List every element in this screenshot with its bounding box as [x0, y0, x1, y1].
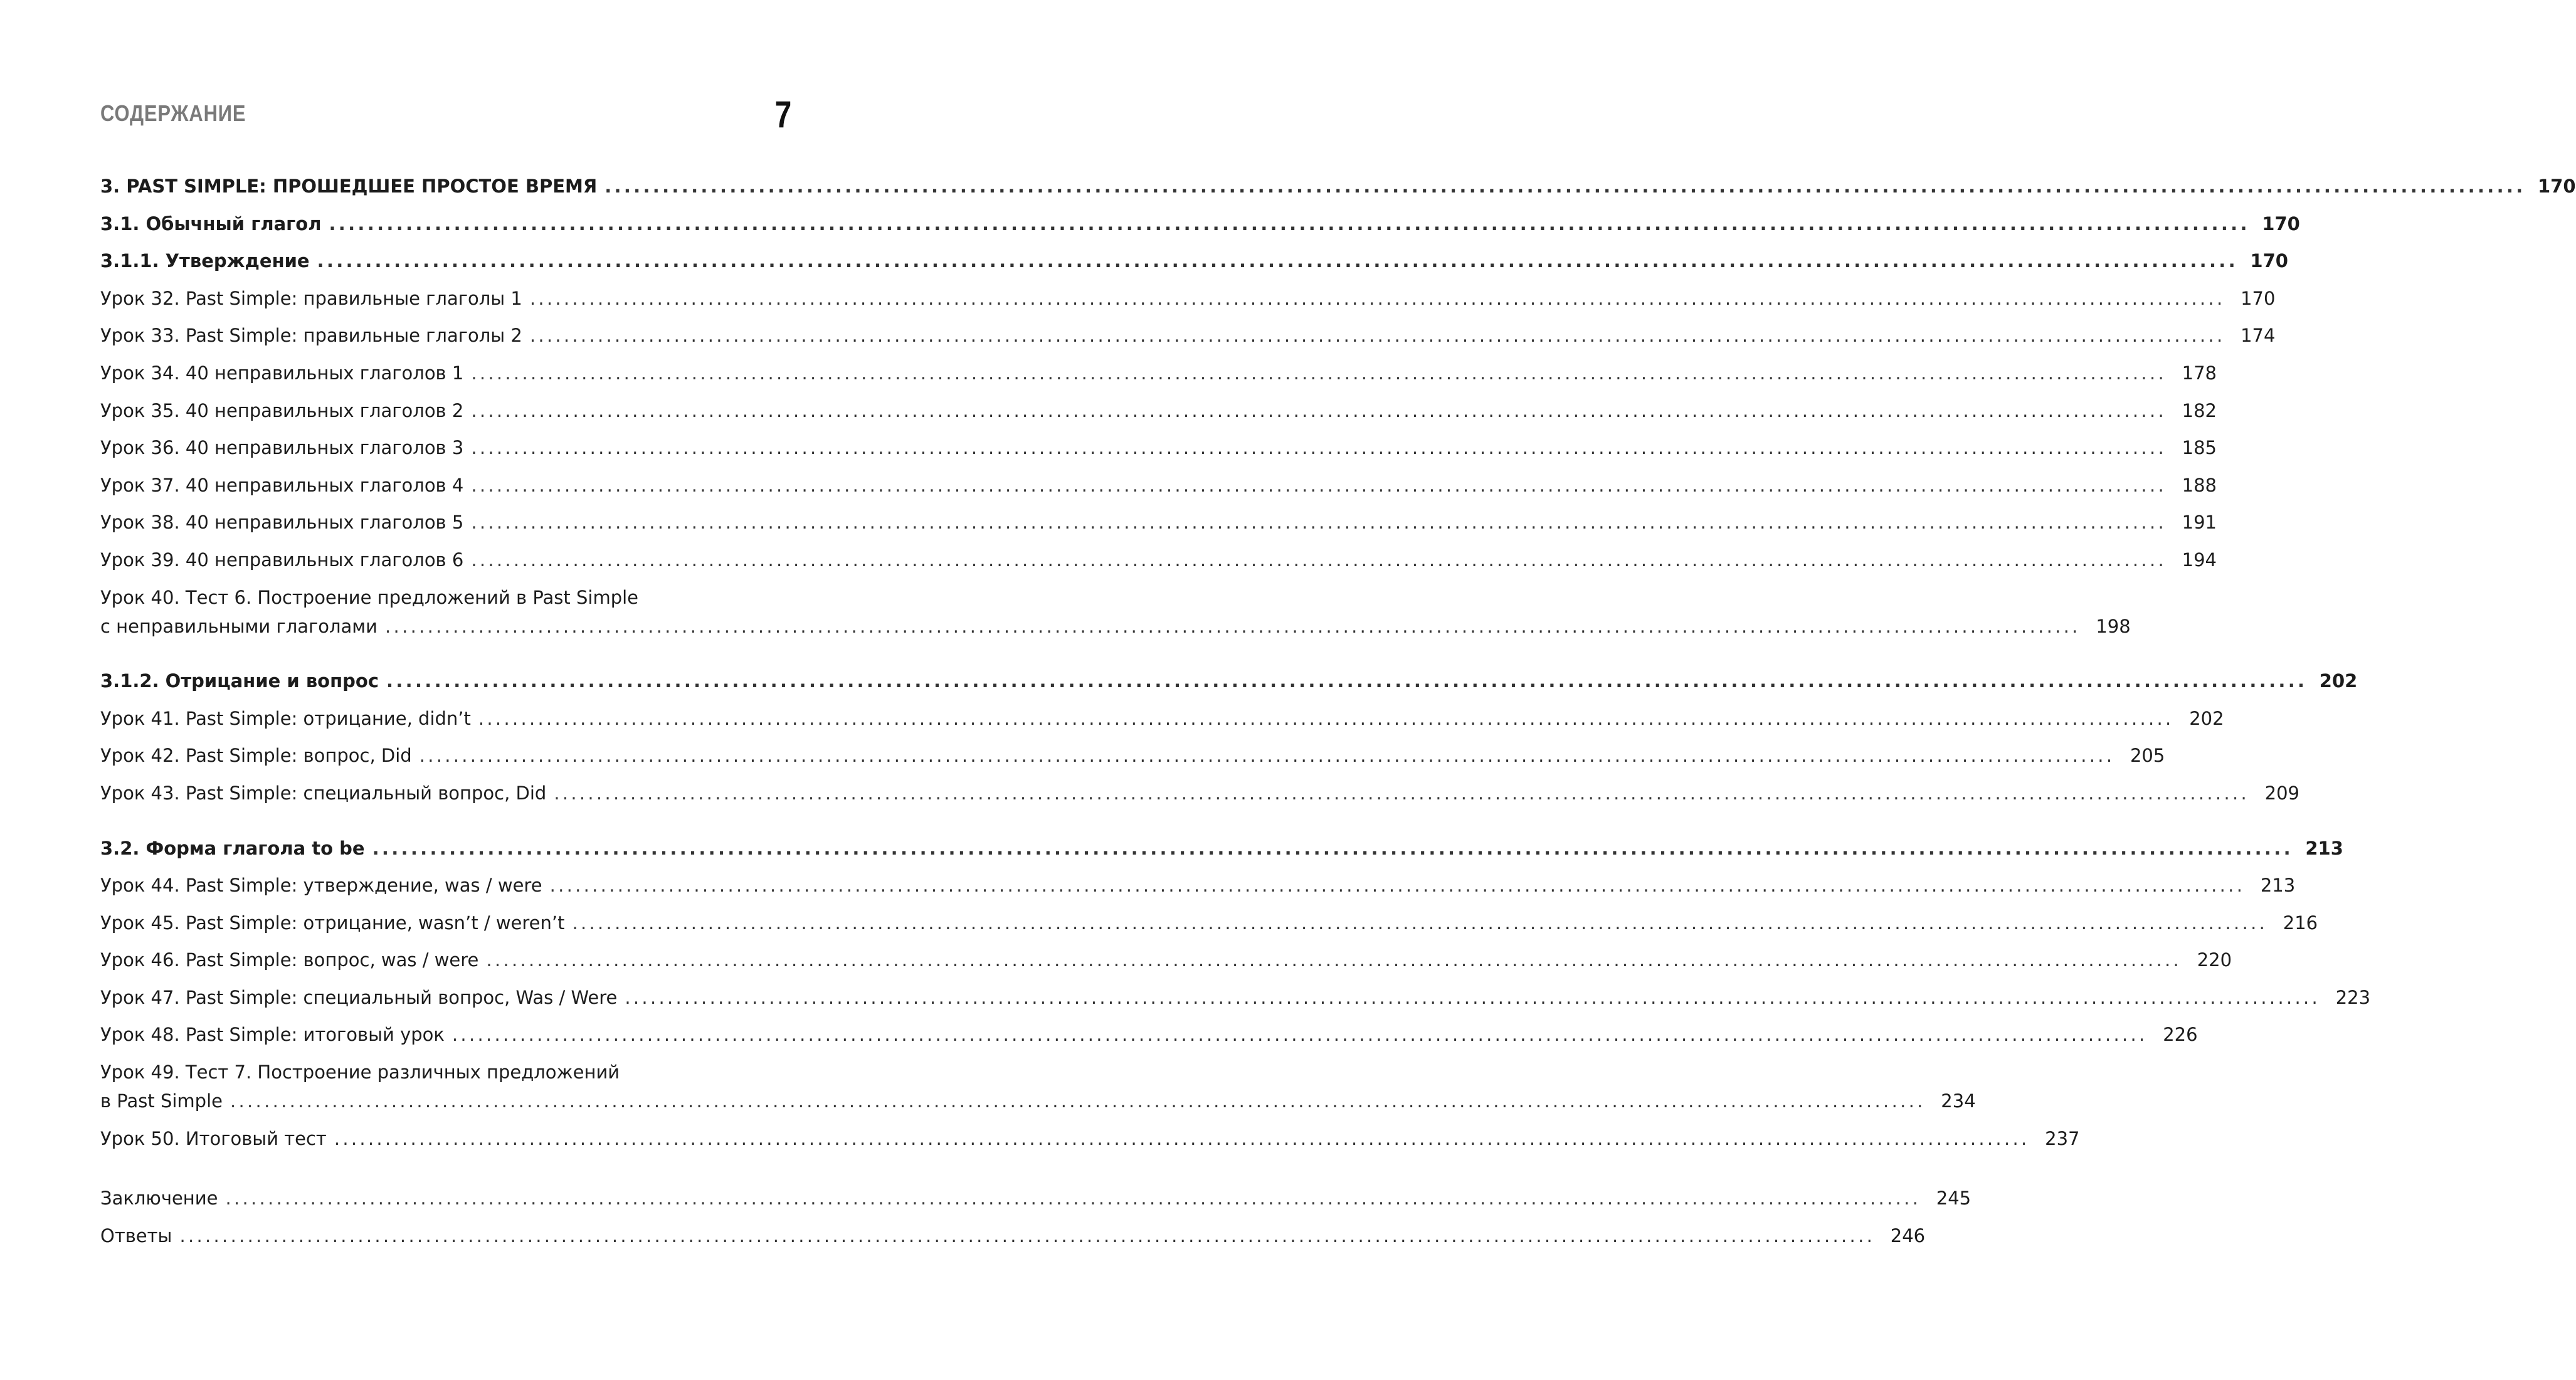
section-gap: [100, 817, 791, 835]
toc-lesson-37[interactable]: [100, 471, 2217, 509]
toc-page-number: 185: [2182, 437, 2217, 459]
toc-page-number: 170: [2241, 287, 2276, 309]
toc-lesson-35[interactable]: [100, 397, 2217, 435]
toc-entry-label: в Past Simple: [100, 1090, 223, 1112]
toc-page-number: 226: [2163, 1024, 2198, 1046]
toc-page-number: 213: [2260, 875, 2296, 897]
dot-leader: ........................................................................................................................................................................................................: [549, 875, 2246, 897]
dot-leader: ........................................................................................................................................................................................................: [554, 782, 2249, 804]
toc-entry-label: Урок 44. Past Simple: утверждение, was / were: [100, 875, 542, 897]
dot-leader: ........................................................................................................................................................................................................: [225, 1188, 1921, 1209]
toc-section-3-1-2[interactable]: [100, 667, 2358, 705]
toc-entry-label: Урок 39. 40 неправильных глаголов 6: [100, 549, 464, 571]
toc-entry-label: Урок 35. 40 неправильных глаголов 2: [100, 399, 464, 421]
toc-entry-label: Ответы: [100, 1225, 172, 1246]
dot-leader: ........................................................................................................................................................................................................: [329, 213, 2250, 234]
toc-page-number: 188: [2182, 474, 2217, 496]
toc-entry-label: 3. PAST SIMPLE: ПРОШЕДШЕЕ ПРОСТОЕ ВРЕМЯ: [100, 176, 598, 197]
page-number: 7: [774, 93, 791, 135]
toc-page-number: 202: [2189, 707, 2224, 729]
toc-lesson-49[interactable]: [100, 1058, 1976, 1125]
toc-lesson-38[interactable]: [100, 508, 2217, 546]
toc-page-number: 220: [2197, 949, 2232, 971]
toc-page-number: 245: [1936, 1188, 1972, 1209]
dot-leader: ........................................................................................................................................................................................................: [471, 437, 2167, 459]
toc-entry-label: Заключение: [100, 1188, 218, 1209]
running-header-title: СОДЕРЖАНИЕ: [100, 100, 246, 126]
toc-lesson-39[interactable]: [100, 546, 2217, 584]
toc-lesson-33[interactable]: [100, 322, 2276, 359]
toc-entry-label: 3.1. Обычный глагол: [100, 213, 322, 234]
toc-lesson-50[interactable]: [100, 1125, 2080, 1162]
dot-leader: ........................................................................................................................................................................................................: [625, 986, 2321, 1008]
dot-leader: ........................................................................................................................................................................................................: [419, 745, 2115, 767]
toc-page-number: 202: [2319, 670, 2358, 692]
toc-page-number: 234: [1941, 1090, 1976, 1112]
toc-entry-label: Урок 32. Past Simple: правильные глаголы 1: [100, 287, 522, 309]
toc-conclusion[interactable]: [100, 1184, 1972, 1222]
dot-leader: ........................................................................................................................................................................................................: [386, 670, 2308, 692]
toc-entry-label: Урок 36. 40 неправильных глаголов 3: [100, 437, 464, 459]
toc-page-number: 174: [2241, 325, 2276, 347]
toc-entry-label: Урок 50. Итоговый тест: [100, 1127, 327, 1149]
toc-lesson-42[interactable]: [100, 742, 2165, 779]
toc-page-number: 246: [1890, 1225, 1926, 1246]
section-gap: [100, 1162, 791, 1184]
toc-lesson-34[interactable]: [100, 359, 2217, 397]
dot-leader: ........................................................................................................................................................................................................: [334, 1127, 2030, 1149]
toc-page-number: 205: [2130, 745, 2165, 767]
toc-entry-label: Урок 43. Past Simple: специальный вопрос, Did: [100, 782, 547, 804]
dot-leader: ........................................................................................................................................................................................................: [486, 949, 2182, 971]
dot-leader: ........................................................................................................................................................................................................: [179, 1225, 1876, 1246]
page-header: [100, 93, 791, 143]
table-of-contents: [100, 172, 2576, 1259]
dot-leader: ........................................................................................................................................................................................................: [451, 1024, 2148, 1046]
toc-page-number: 198: [2096, 615, 2131, 637]
toc-lesson-36[interactable]: [100, 434, 2217, 471]
dot-leader: ........................................................................................................................................................................................................: [471, 362, 2167, 384]
toc-entry-label: 3.2. Форма глагола to be: [100, 837, 365, 859]
dot-leader: ........................................................................................................................................................................................................: [604, 176, 2526, 197]
toc-entry-label: Урок 34. 40 неправильных глаголов 1: [100, 362, 464, 384]
toc-entry-label: Урок 46. Past Simple: вопрос, was / were: [100, 949, 479, 971]
toc-entry-label: Урок 41. Past Simple: отрицание, didn’t: [100, 707, 471, 729]
dot-leader: ........................................................................................................................................................................................................: [478, 707, 2174, 729]
toc-entry-label: 3.1.2. Отрицание и вопрос: [100, 670, 379, 692]
dot-leader: ........................................................................................................................................................................................................: [372, 837, 2293, 859]
toc-page-number: 216: [2283, 912, 2318, 934]
toc-entry-label: Урок 45. Past Simple: отрицание, wasn’t / weren’t: [100, 912, 565, 934]
dot-leader: ........................................................................................................................................................................................................: [471, 474, 2167, 496]
dot-leader: ........................................................................................................................................................................................................: [385, 615, 2081, 637]
toc-entry-label: с неправильными глаголами: [100, 615, 378, 637]
toc-page-number: 237: [2045, 1127, 2080, 1149]
toc-page-number: 213: [2305, 837, 2343, 859]
toc-lesson-41[interactable]: [100, 705, 2224, 742]
dot-leader: ........................................................................................................................................................................................................: [317, 250, 2238, 272]
toc-lesson-48[interactable]: [100, 1021, 2198, 1058]
dot-leader: ........................................................................................................................................................................................................: [529, 287, 2225, 309]
toc-entry-label: Урок 48. Past Simple: итоговый урок: [100, 1024, 445, 1046]
dot-leader: ........................................................................................................................................................................................................: [471, 399, 2167, 421]
toc-page-number: 170: [2262, 213, 2300, 234]
toc-page-number: 170: [2538, 176, 2576, 197]
toc-page-number: 194: [2182, 549, 2217, 571]
toc-lesson-44[interactable]: [100, 872, 2296, 909]
dot-leader: ........................................................................................................................................................................................................: [471, 549, 2167, 571]
toc-page-number: 170: [2250, 250, 2288, 272]
toc-section-3-1-1[interactable]: [100, 247, 2288, 285]
toc-entry-label: Урок 47. Past Simple: специальный вопрос, Was / Were: [100, 986, 618, 1008]
dot-leader: ........................................................................................................................................................................................................: [471, 512, 2167, 534]
toc-lesson-40[interactable]: [100, 584, 2131, 650]
toc-entry-label: Урок 37. 40 неправильных глаголов 4: [100, 474, 464, 496]
toc-page-number: 223: [2335, 986, 2371, 1008]
dot-leader: ........................................................................................................................................................................................................: [529, 325, 2225, 347]
toc-page-number: 191: [2182, 512, 2217, 534]
toc-lesson-32[interactable]: [100, 285, 2276, 322]
toc-entry-label-line1: Урок 49. Тест 7. Построение различных предложений: [100, 1061, 620, 1083]
toc-lesson-45[interactable]: [100, 909, 2318, 947]
toc-entry-label: 3.1.1. Утверждение: [100, 250, 310, 272]
toc-section-3-1[interactable]: [100, 210, 2300, 248]
toc-answers[interactable]: [100, 1222, 1926, 1260]
toc-lesson-43[interactable]: [100, 779, 2299, 817]
toc-page-number: 209: [2264, 782, 2299, 804]
toc-lesson-47[interactable]: [100, 984, 2371, 1021]
toc-entry-label: Урок 42. Past Simple: вопрос, Did: [100, 745, 412, 767]
toc-section-3-2[interactable]: [100, 835, 2343, 872]
dot-leader: ........................................................................................................................................................................................................: [572, 912, 2268, 934]
toc-entry-label: Урок 33. Past Simple: правильные глаголы 2: [100, 325, 522, 347]
section-gap: [100, 650, 791, 667]
toc-chapter-3[interactable]: [100, 172, 2576, 210]
toc-entry-label-line1: Урок 40. Тест 6. Построение предложений в Past Simple: [100, 586, 639, 608]
toc-entry-label: Урок 38. 40 неправильных глаголов 5: [100, 512, 464, 534]
toc-page-number: 178: [2182, 362, 2217, 384]
toc-lesson-46[interactable]: [100, 946, 2232, 984]
toc-page-number: 182: [2182, 399, 2217, 421]
dot-leader: ........................................................................................................................................................................................................: [230, 1090, 1926, 1112]
